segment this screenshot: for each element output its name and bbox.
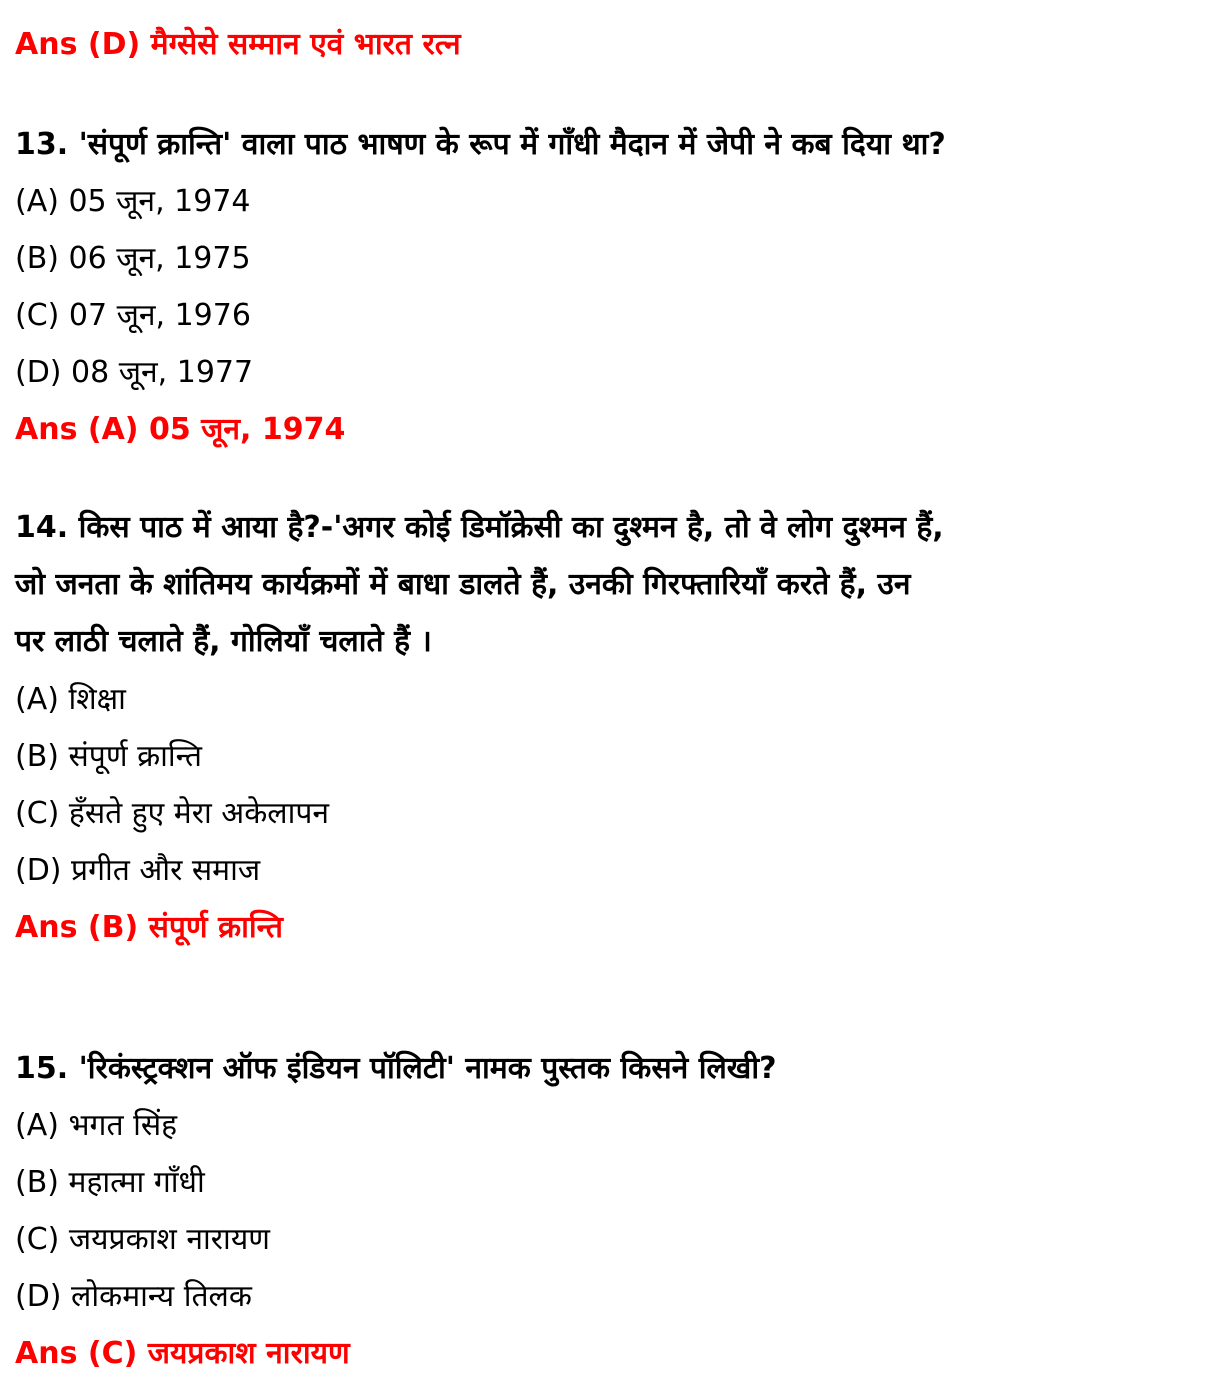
question-13-option-d: (D) 08 जून, 1977 [15, 355, 254, 390]
question-13-answer: Ans (A) 05 जून, 1974 [15, 412, 346, 447]
question-13-option-b: (B) 06 जून, 1975 [15, 241, 251, 276]
question-14-option-a: (A) शिक्षा [15, 682, 126, 717]
question-13-option-c: (C) 07 जून, 1976 [15, 298, 251, 333]
question-15-option-b: (B) महात्मा गाँधी [15, 1165, 205, 1200]
question-14-text-line-1: 14. किस पाठ में आया है?-'अगर कोई डिमॉक्रेसी का दुश्मन है, तो वे लोग दुश्मन हैं, [15, 510, 944, 545]
question-14-option-c: (C) हँसते हुए मेरा अकेलापन [15, 796, 330, 831]
question-14-text-line-2: जो जनता के शांतिमय कार्यक्रमों में बाधा डालते हैं, उनकी गिरफ्तारियाँ करते हैं, उन [15, 567, 911, 602]
question-14-option-d: (D) प्रगीत और समाज [15, 853, 261, 888]
question-15-option-a: (A) भगत सिंह [15, 1108, 178, 1143]
question-15-text: 15. 'रिकंस्ट्रक्शन ऑफ इंडियन पॉलिटी' नामक पुस्तक किसने लिखी? [15, 1051, 777, 1086]
question-13-text: 13. 'संपूर्ण क्रान्ति' वाला पाठ भाषण के रूप में गाँधी मैदान में जेपी ने कब दिया था? [15, 127, 946, 162]
question-13-option-a: (A) 05 जून, 1974 [15, 184, 251, 219]
question-15-option-d: (D) लोकमान्य तिलक [15, 1279, 252, 1314]
top-answer: Ans (D) मैग्सेसे सम्मान एवं भारत रत्न [15, 27, 461, 62]
question-15-option-c: (C) जयप्रकाश नारायण [15, 1222, 270, 1257]
question-15-answer: Ans (C) जयप्रकाश नारायण [15, 1336, 350, 1371]
question-14-text-line-3: पर लाठी चलाते हैं, गोलियाँ चलाते हैं । [15, 624, 432, 659]
question-14-option-b: (B) संपूर्ण क्रान्ति [15, 739, 202, 774]
question-14-answer: Ans (B) संपूर्ण क्रान्ति [15, 910, 283, 945]
